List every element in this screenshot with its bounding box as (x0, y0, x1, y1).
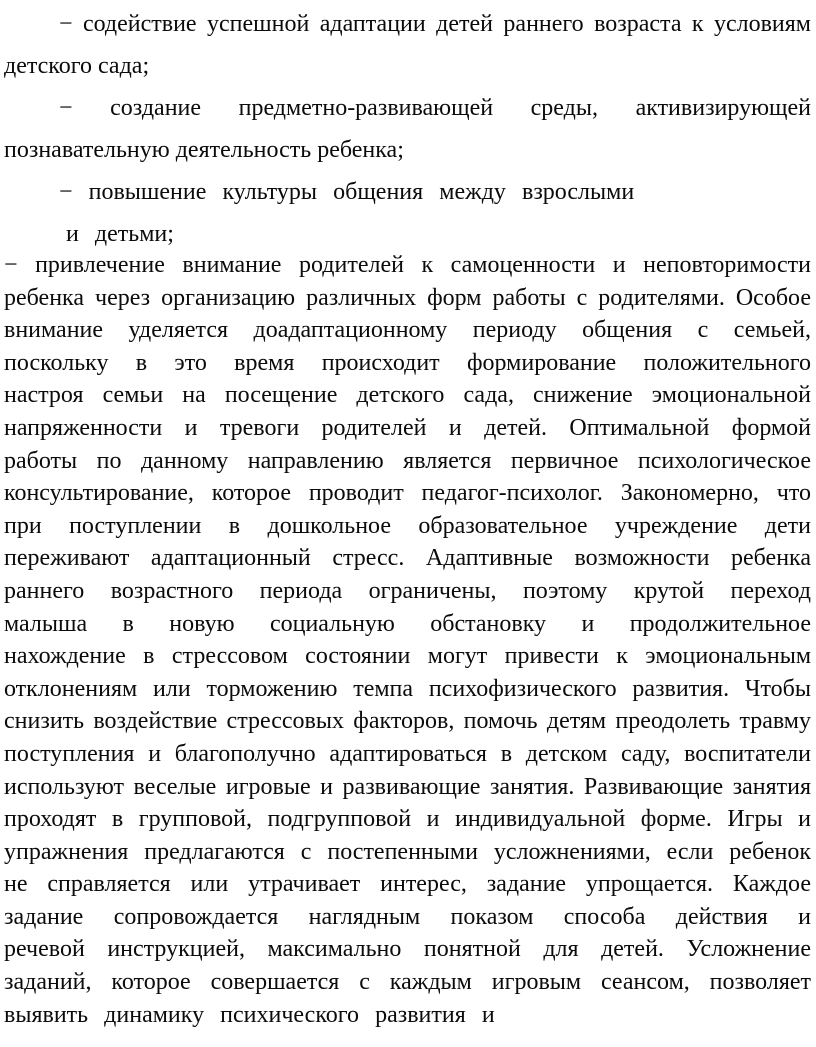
text-line: задание сопровождается наглядным показом способа действия и (4, 903, 811, 930)
text-line: речевой инструкцией, максимально понятной для детей. Усложнение (4, 936, 811, 963)
text-line: не справляется или утрачивает интерес, задание упрощается. Каждое (4, 871, 811, 898)
body-paragraph (4, 249, 811, 1031)
text-line: внимание уделяется доадаптационному периоду общения с семьей, (4, 317, 811, 344)
text-line: выявить динамику психического развития и (4, 1001, 495, 1028)
text-line: снизить воздействие стрессовых факторов, помочь детям преодолеть травму (4, 708, 811, 735)
text-line: упражнения предлагаются с постепенными усложнениями, если ребенок (4, 838, 811, 865)
text-line: поступления и благополучно адаптироваться в детском саду, воспитатели (4, 740, 811, 767)
text-line: малыша в новую социальную обстановку и продолжительное (4, 610, 811, 637)
text-line: − создание предметно-развивающей среды, активизирующей (59, 95, 811, 121)
text-line: работы по данному направлению является первичное психологическое (4, 447, 811, 474)
text-line: раннего возрастного периода ограничены, поэтому крутой переход (4, 577, 811, 604)
text-line: настроя семьи на посещение детского сада, снижение эмоциональной (4, 382, 811, 409)
text-line: − привлечение внимание родителей к самоценности и неповторимости (4, 252, 811, 278)
text-line: − содействие успешной адаптации детей раннего возраста к условиям (59, 11, 811, 37)
text-line: заданий, которое совершается с каждым игровым сеансом, позволяет (4, 969, 811, 996)
text-line: консультирование, которое проводит педагог-психолог. Закономерно, что (4, 480, 811, 507)
bullet-list (4, 3, 811, 255)
text-line: используют веселые игровые и развивающие занятия. Развивающие занятия (4, 773, 811, 800)
text-line: нахождение в стрессовом состоянии могут привести к эмоциональным (4, 643, 811, 670)
text-line: познавательную деятельность ребенка; (4, 137, 404, 163)
text-line: переживают адаптационный стресс. Адаптивные возможности ребенка (4, 545, 811, 572)
text-line: поскольку в это время происходит формирование положительного (4, 349, 811, 376)
text-line: проходят в групповой, подгрупповой и индивидуальной форме. Игры и (4, 806, 811, 833)
text-line: ребенка через организацию различных форм работы с родителями. Особое (4, 284, 811, 311)
text-line: − повышение культуры общения между взрослыми (59, 179, 635, 205)
text-line: отклонениям или торможению темпа психофизического развития. Чтобы (4, 675, 811, 702)
text-line: напряженности и тревоги родителей и детей. Оптимальной формой (4, 414, 811, 441)
text-line: при поступлении в дошкольное образовательное учреждение дети (4, 512, 811, 539)
text-line: детского сада; (4, 53, 150, 79)
text-line: и детьми; (66, 221, 174, 247)
